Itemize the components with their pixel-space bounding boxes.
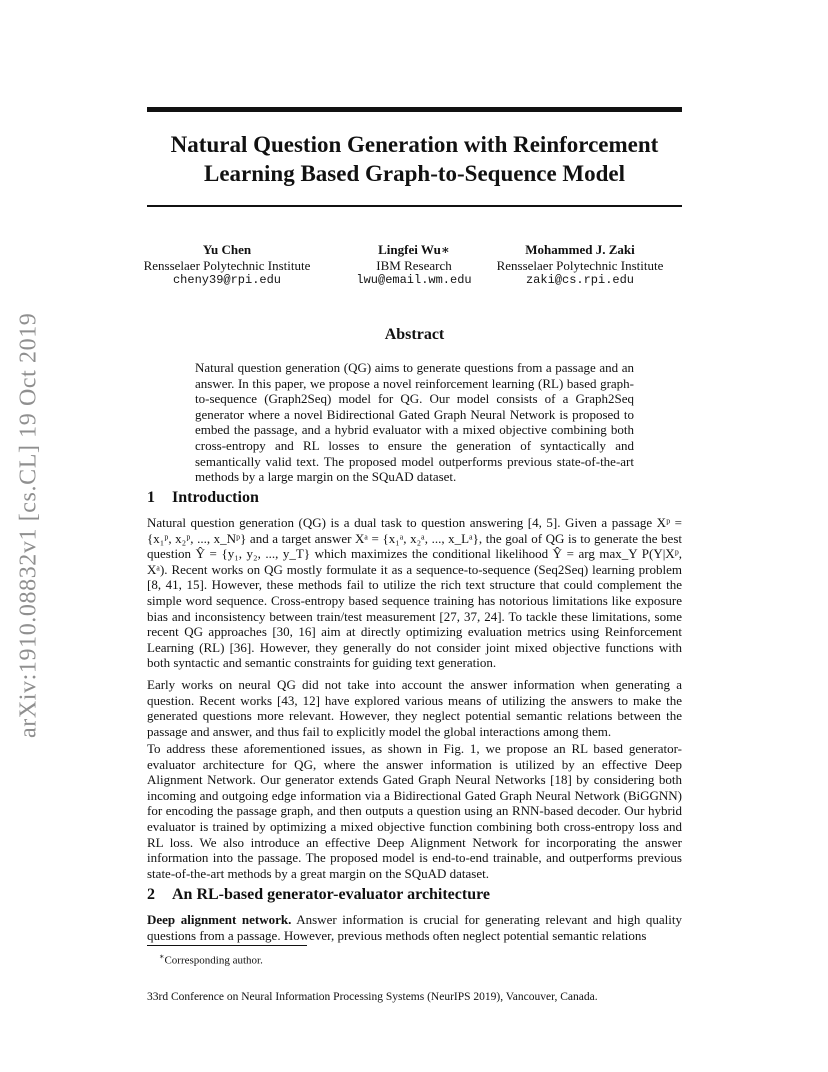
author-email: cheny39@rpi.edu bbox=[172, 273, 282, 287]
footnote-text: Corresponding author. bbox=[164, 954, 263, 967]
arxiv-identifier-stamp: arXiv:1910.08832v1 [cs.CL] 19 Oct 2019 bbox=[15, 312, 42, 738]
intro-paragraph-3: To address these aforementioned issues, as shown in Fig. 1, we propose an RL based generator-evaluator architecture for QG, where the answer information is utilized by an effective Deep Alignment Network. Our generator extends Gated Graph Neural Networks [18] by considering both incoming and outgoing edge information via a Bidirectional Gated Graph Neural Network (BiGGNN) for encoding the passage graph, and then outputs a question using an RNN-based decoder. Our hybrid evaluator is trained by optimizing a mixed objective function combining both cross-entropy loss and RL loss. We also introduce an effective Deep Alignment Network for incorporating the answer information into the passage. The proposed model is end-to-end trainable, and outperforms previous state-of-the-art methods by a great margin on the SQuAD dataset. bbox=[147, 741, 682, 881]
author-block bbox=[143, 242, 682, 292]
title-top-rule bbox=[147, 107, 682, 112]
section-1-heading bbox=[147, 489, 259, 507]
section-number: 2 bbox=[147, 886, 155, 903]
title-bottom-rule bbox=[147, 205, 682, 207]
author-email: zaki@cs.rpi.edu bbox=[525, 273, 635, 287]
footnote-marker: ∗ bbox=[159, 952, 165, 961]
author-1 bbox=[127, 242, 327, 289]
intro-paragraph-2: Early works on neural QG did not take into account the answer information when generating a question. Recent works [43, 12] have explored various means of utilizing the answers to make the generated questions more relevant. However, they neglect potential semantic relations between the passage and answer, and thus fail to explicitly model the global interactions among them. bbox=[147, 677, 682, 739]
author-affiliation: Rensselaer Polytechnic Institute bbox=[143, 257, 311, 273]
conference-venue: 33rd Conference on Neural Information Processing Systems (NeurIPS 2019), Vancouver, Canada. bbox=[147, 991, 598, 1003]
intro-paragraph-1: Natural question generation (QG) is a dual task to question answering [4, 5]. Given a passage Xᵖ = {x₁ᵖ, x₂ᵖ, ..., x_Nᵖ} and a target answer Xᵃ = {x₁ᵃ, x₂ᵃ, ..., x_Lᵃ}, the goal of QG is to generate the best question Ŷ = {y₁, y₂, ..., y_T} which maximizes the conditional likelihood Ŷ = arg max_Y P(Y|Xᵖ, Xᵃ). Recent works on QG mostly formulate it as a sequence-to-sequence (Seq2Seq) learning problem [8, 41, 15]. However, these methods fail to utilize the rich text structure that could complement the simple word sequence. Cross-entropy based sequence training has notorious limitations like exposure bias and inconsistency between train/test measurement [27, 37, 24]. To tackle these limitations, some recent QG approaches [30, 16] aim at directly optimizing evaluation metrics using Reinforcement Learning (RL) [36]. However, they generally do not consider joint mixed objective functions with both syntactic and semantic constraints for guiding text generation. bbox=[147, 515, 682, 671]
section-2-heading bbox=[147, 886, 490, 904]
author-affiliation: IBM Research bbox=[376, 257, 452, 273]
abstract-heading: Abstract bbox=[384, 326, 445, 343]
title-line-2: Learning Based Graph-to-Sequence Model bbox=[203, 161, 626, 186]
author-name: Mohammed J. Zaki bbox=[525, 242, 635, 257]
abstract-text: Natural question generation (QG) aims to generate questions from a passage and an answer. In this paper, we propose a novel reinforcement learning (RL) based graph-to-sequence (Graph2Seq) model for QG. Our model consists of a Graph2Seq generator where a novel Bidirectional Gated Graph Neural Network is proposed to embed the passage, and a hybrid evaluator with a mixed objective combining both cross-entropy and RL losses to ensure the generation of syntactically and semantically valid text. The proposed model outperforms previous state-of-the-art methods by a large margin on the SQuAD dataset. bbox=[195, 360, 634, 485]
author-affiliation: Rensselaer Polytechnic Institute bbox=[496, 257, 664, 273]
paper-title bbox=[147, 130, 682, 188]
section-title: Introduction bbox=[172, 489, 259, 506]
footnote-rule bbox=[147, 945, 307, 946]
paragraph-text: Answer information is crucial for generating relevant and high quality questions from a passage. However, previous methods often neglect potential semantic relations bbox=[147, 912, 683, 943]
section-title: An RL-based generator-evaluator architecture bbox=[172, 886, 491, 903]
section-number: 1 bbox=[147, 489, 155, 506]
author-name: Yu Chen bbox=[202, 242, 252, 257]
section-2-paragraph bbox=[147, 912, 682, 943]
title-line-1: Natural Question Generation with Reinforcement bbox=[170, 132, 659, 157]
author-name: Lingfei Wu∗ bbox=[378, 242, 450, 257]
author-email: lwu@email.wm.edu bbox=[356, 273, 472, 287]
paragraph-lead: Deep alignment network. bbox=[147, 912, 292, 927]
author-3 bbox=[480, 242, 680, 289]
footnote bbox=[147, 952, 682, 967]
